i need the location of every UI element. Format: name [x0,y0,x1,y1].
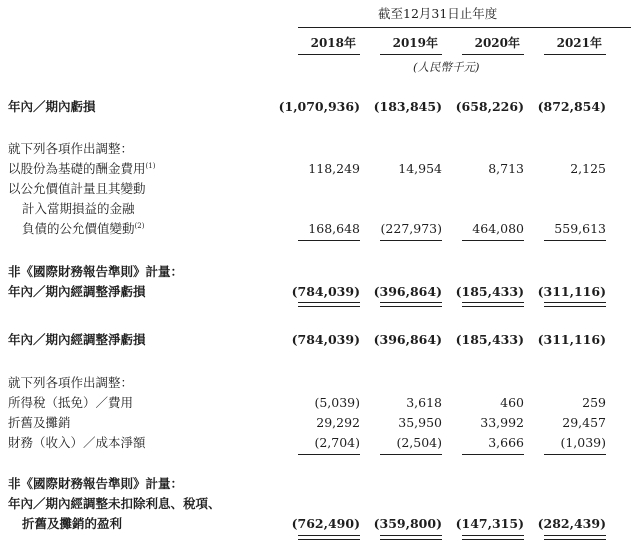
cell-depreciation-2020: 33,992 [480,415,524,430]
cell-share-comp-2018: 118,249 [308,161,360,176]
row-label-share-compensation: 以股份為基礎的酬金費用$^{(1)}$ [8,161,156,176]
year-underline-2018 [298,54,360,55]
cell-loss-2021: (872,854) [537,99,606,114]
cell-income-tax-2020: 460 [500,395,524,410]
cell-depreciation-2021: 29,457 [562,415,606,430]
cell-depreciation-2019: 35,950 [398,415,442,430]
cell-adj-loss-2-2021: (311,116) [537,332,606,347]
row-label-income-tax: 所得稅（抵免）／費用 [8,395,134,410]
row-label-adjusted-ebitda-line2: 折舊及攤銷的盈利 [22,516,123,531]
cell-ebitda-2019: (359,800) [373,516,442,531]
subtotal-rule-1-2018 [298,240,360,241]
cell-fair-value-2018: 168,648 [308,221,360,236]
cell-fair-value-2020: 464,080 [472,221,524,236]
year-header-2019: 2019年 [392,36,438,50]
row-label-fair-value-line3: 負債的公允價值變動$^{(2)}$ [22,221,145,236]
row-label-adjusted-ebitda-line1: 年內／期內經調整未扣除利息、稅項、 [8,496,221,511]
row-label-fair-value-line2: 計入當期損益的金融 [22,201,135,216]
year-underline-2020 [462,54,524,55]
year-header-2020: 2020年 [474,36,520,50]
row-label-adjusted-net-loss-1: 年內／期內經調整淨虧損 [8,284,146,299]
cell-finance-net-2021: (1,039) [560,435,606,450]
row-label-fair-value-line1: 以公允價值計量且其變動 [8,181,146,196]
row-label-depreciation: 折舊及攤銷 [8,415,71,430]
cell-depreciation-2018: 29,292 [316,415,360,430]
cell-adj-loss-2-2020: (185,433) [455,332,524,347]
cell-loss-2018: (1,070,936) [278,99,360,114]
year-header-2021: 2021年 [556,36,602,50]
year-underline-2019 [380,54,442,55]
cell-loss-2020: (658,226) [455,99,524,114]
cell-income-tax-2018: (5,039) [314,395,360,410]
non-ifrs-label-2: 非《國際財務報告準則》計量： [8,476,184,491]
year-underline-2021 [544,54,606,55]
total-double-rule-1-2018 [298,302,360,307]
total-double-rule-2-2020 [462,535,524,540]
cell-fair-value-2021: 559,613 [554,221,606,236]
cell-adj-loss-2-2019: (396,864) [373,332,442,347]
row-label-loss: 年內／期內虧損 [8,99,96,114]
subtotal-rule-1-2021 [544,240,606,241]
period-header: 截至12月31日止年度 [378,6,498,21]
adjustments-label-2: 就下列各項作出調整： [8,375,134,390]
cell-finance-net-2018: (2,704) [314,435,360,450]
year-header-2018: 2018年 [310,36,356,50]
total-double-rule-1-2021 [544,302,606,307]
cell-share-comp-2019: 14,954 [398,161,442,176]
cell-loss-2019: (183,845) [373,99,442,114]
cell-income-tax-2021: 259 [582,395,606,410]
cell-adj-loss-1-2021: (311,116) [537,284,606,299]
cell-share-comp-2020: 8,713 [488,161,524,176]
cell-adj-loss-2-2018: (784,039) [291,332,360,347]
cell-fair-value-2019: (227,973) [380,221,442,236]
period-underline [298,27,631,28]
cell-finance-net-2019: (2,504) [396,435,442,450]
subtotal-rule-1-2020 [462,240,524,241]
non-ifrs-label-1: 非《國際財務報告準則》計量： [8,264,184,279]
row-label-adjusted-net-loss-2: 年內／期內經調整淨虧損 [8,332,146,347]
adjustments-label-1: 就下列各項作出調整： [8,141,134,156]
cell-adj-loss-1-2018: (784,039) [291,284,360,299]
total-double-rule-2-2018 [298,535,360,540]
footnote-ref-1: (1) [145,161,156,170]
cell-finance-net-2020: 3,666 [488,435,524,450]
unit-label: (人民幣千元) [413,60,480,74]
subtotal-rule-2-2018 [298,454,360,455]
cell-ebitda-2020: (147,315) [455,516,524,531]
cell-income-tax-2019: 3,618 [406,395,442,410]
total-double-rule-2-2019 [380,535,442,540]
subtotal-rule-2-2020 [462,454,524,455]
cell-share-comp-2021: 2,125 [570,161,606,176]
subtotal-rule-2-2019 [380,454,442,455]
subtotal-rule-2-2021 [544,454,606,455]
cell-ebitda-2021: (282,439) [537,516,606,531]
total-double-rule-2-2021 [544,535,606,540]
cell-adj-loss-1-2019: (396,864) [373,284,442,299]
cell-adj-loss-1-2020: (185,433) [455,284,524,299]
cell-ebitda-2018: (762,490) [291,516,360,531]
total-double-rule-1-2019 [380,302,442,307]
row-label-finance-net: 財務（收入）／成本淨額 [8,435,146,450]
footnote-ref-2: (2) [134,221,145,230]
subtotal-rule-1-2019 [380,240,442,241]
total-double-rule-1-2020 [462,302,524,307]
